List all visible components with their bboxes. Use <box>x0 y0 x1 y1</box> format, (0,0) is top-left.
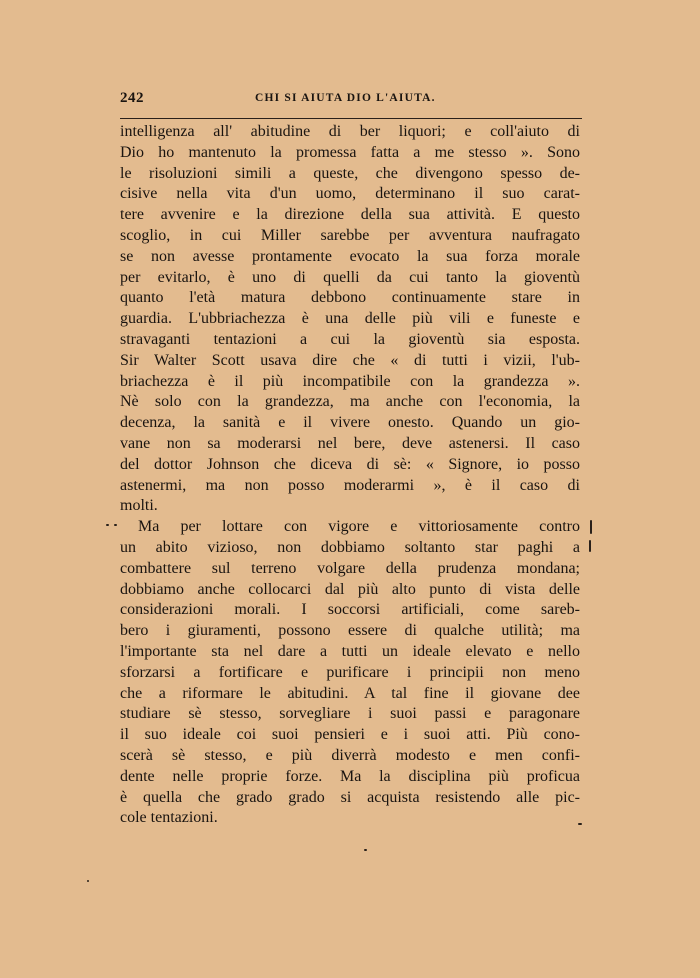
paragraph-1 <box>120 122 580 517</box>
text-line: combattere sul terreno volgare della prudenza mondana; <box>120 559 580 577</box>
text-line: astenermi, ma non posso moderarmi », è il caso di <box>120 476 580 494</box>
text-line: molti. <box>120 497 158 515</box>
text-line: del dottor Johnson che diceva di sè: « Signore, io posso <box>120 455 580 473</box>
text-line: studiare sè stesso, sorvegliare i suoi passi e paragonare <box>120 705 580 723</box>
text-line: Ma per lottare con vigore e vittoriosamente contro <box>138 518 580 536</box>
margin-mark <box>589 540 591 552</box>
text-line: quanto l'età matura debbono continuamente stare in <box>120 289 580 307</box>
text-line: scerà sè stesso, e più diverrà modesto e men confi- <box>120 746 580 764</box>
text-line: per evitarlo, è uno di quelli da cui tanto la gioventù <box>120 268 580 286</box>
text-line: decenza, la sanità e il vivere onesto. Quando un gio- <box>120 414 580 432</box>
text-line: Nè solo con la grandezza, ma anche con l'economia, la <box>120 393 580 411</box>
text-line: dobbiamo anche collocarci dal più alto punto di vista delle <box>120 580 580 598</box>
text-line: considerazioni morali. I soccorsi artificiali, come sareb- <box>120 601 580 619</box>
margin-mark <box>364 849 367 851</box>
page-number: 242 <box>120 90 144 106</box>
margin-mark <box>114 524 117 526</box>
text-line: Dio ho mantenuto la promessa fatta a me stesso ». Sono <box>120 143 580 161</box>
margin-mark <box>590 520 592 534</box>
text-line: cisive nella vita d'un uomo, determinano il suo carat- <box>120 185 580 203</box>
text-line: scoglio, in cui Miller sarebbe per avventura naufragato <box>120 226 580 244</box>
body-text <box>120 122 580 829</box>
text-line: se non avesse prontamente evocato la sua forza morale <box>120 247 580 265</box>
text-line: tere avvenire e la direzione della sua attività. E questo <box>120 206 580 224</box>
paragraph-2 <box>120 517 580 829</box>
text-line: intelligenza all' abitudine di ber liquori; e coll'aiuto di <box>120 123 580 140</box>
text-line: stravaganti tentazioni a cui la gioventù sia esposta. <box>120 330 580 348</box>
text-line: il suo ideale coi suoi pensieri e i suoi atti. Più cono- <box>120 726 580 744</box>
text-line: briachezza è il più incompatibile con la grandezza ». <box>120 372 580 390</box>
text-line: guardia. L'ubbriachezza è una delle più vili e funeste e <box>120 310 580 328</box>
text-line: che a riformare le abitudini. A tal fine il giovane dee <box>120 684 580 702</box>
text-line: l'importante sta nel dare a tutti un ideale elevato e nello <box>120 642 580 660</box>
text-line: dente nelle proprie forze. Ma la disciplina più proficua <box>120 767 580 785</box>
text-line: cole tentazioni. <box>120 809 218 827</box>
text-line: le risoluzioni simili a queste, che divengono spesso de- <box>120 164 580 182</box>
margin-mark <box>578 823 582 825</box>
text-line: vane non sa moderarsi nel bere, deve astenersi. Il caso <box>120 434 580 452</box>
page-header <box>120 90 580 112</box>
margin-mark <box>106 524 109 526</box>
header-rule <box>120 118 582 119</box>
text-line: sforzarsi a fortificare e purificare i principii non meno <box>120 663 580 681</box>
running-title: CHI SI AIUTA DIO L'AIUTA. <box>255 92 436 104</box>
text-line: bero i giuramenti, possono essere di qualche utilità; ma <box>120 622 580 640</box>
text-line: un abito vizioso, non dobbiamo soltanto star paghi a <box>120 538 580 556</box>
text-line: Sir Walter Scott usava dire che « di tutti i vizii, l'ub- <box>120 351 580 369</box>
text-line: è quella che grado grado si acquista resistendo alle pic- <box>120 788 580 806</box>
margin-mark <box>87 880 89 882</box>
